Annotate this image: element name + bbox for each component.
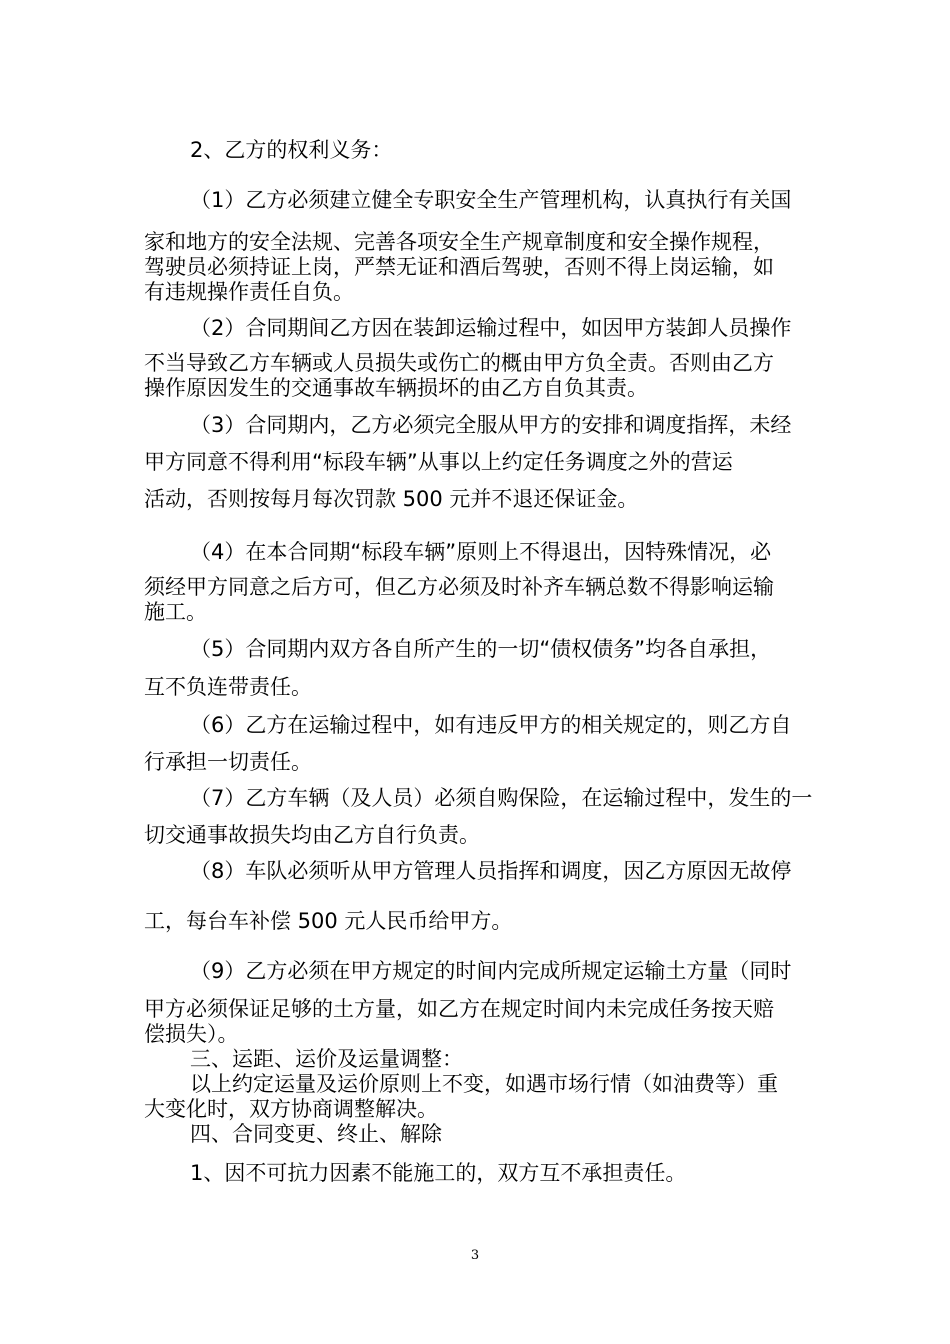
- text-line: 甲方必须保证足够的土方量，如乙方在规定时间内未完成任务按天赔: [144, 997, 774, 1021]
- text-line: 工，每台车补偿 500 元人民币给甲方。: [144, 909, 513, 933]
- text-line: （8）车队必须听从甲方管理人员指挥和调度，因乙方原因无故停: [190, 859, 792, 883]
- text-line: 行承担一切责任。: [144, 750, 312, 774]
- text-line: 家和地方的安全法规、完善各项安全生产规章制度和安全操作规程，: [144, 230, 774, 254]
- text-line: （2）合同期间乙方因在装卸运输过程中，如因甲方装卸人员操作: [190, 316, 792, 340]
- text-line: 有违规操作责任自负。: [144, 280, 354, 304]
- text-line: 2、乙方的权利义务：: [190, 138, 393, 162]
- text-line: 大变化时，双方协商调整解决。: [144, 1097, 438, 1121]
- text-line: （6）乙方在运输过程中，如有违反甲方的相关规定的，则乙方自: [190, 713, 792, 737]
- text-line: 须经甲方同意之后方可，但乙方必须及时补齐车辆总数不得影响运输: [144, 575, 774, 599]
- section-heading: 四、合同变更、终止、解除: [190, 1122, 442, 1146]
- text-line: 甲方同意不得利用“标段车辆”从事以上约定任务调度之外的营运: [144, 450, 733, 474]
- text-line: （5）合同期内双方各自所产生的一切“债权债务”均各自承担，: [190, 637, 772, 661]
- text-line: 施工。: [144, 600, 207, 624]
- text-line: （9）乙方必须在甲方规定的时间内完成所规定运输土方量（同时: [190, 959, 792, 983]
- text-line: （1）乙方必须建立健全专职安全生产管理机构，认真执行有关国: [190, 188, 792, 212]
- text-line: 切交通事故损失均由乙方自行负责。: [144, 823, 480, 847]
- text-line: （3）合同期内，乙方必须完全服从甲方的安排和调度指挥，未经: [190, 413, 792, 437]
- text-line: 互不负连带责任。: [144, 675, 312, 699]
- text-line: 以上约定运量及运价原则上不变，如遇市场行情（如油费等）重: [190, 1072, 778, 1096]
- text-line: 操作原因发生的交通事故车辆损坏的由乙方自负其责。: [144, 376, 648, 400]
- section-heading: 三、运距、运价及运量调整：: [190, 1047, 463, 1071]
- page-number: 3: [470, 1248, 480, 1263]
- text-line: 活动，否则按每月每次罚款 500 元并不退还保证金。: [144, 487, 639, 511]
- text-line: （7）乙方车辆（及人员）必须自购保险，在运输过程中，发生的一: [190, 786, 813, 810]
- text-line: 1、因不可抗力因素不能施工的，双方互不承担责任。: [190, 1161, 687, 1185]
- text-line: 驾驶员必须持证上岗，严禁无证和酒后驾驶，否则不得上岗运输，如: [144, 255, 774, 279]
- text-line: 偿损失）。: [144, 1022, 239, 1046]
- text-line: （4）在本合同期“标段车辆”原则上不得退出，因特殊情况，必: [190, 540, 772, 564]
- text-line: 不当导致乙方车辆或人员损失或伤亡的概由甲方负全责。否则由乙方: [144, 351, 774, 375]
